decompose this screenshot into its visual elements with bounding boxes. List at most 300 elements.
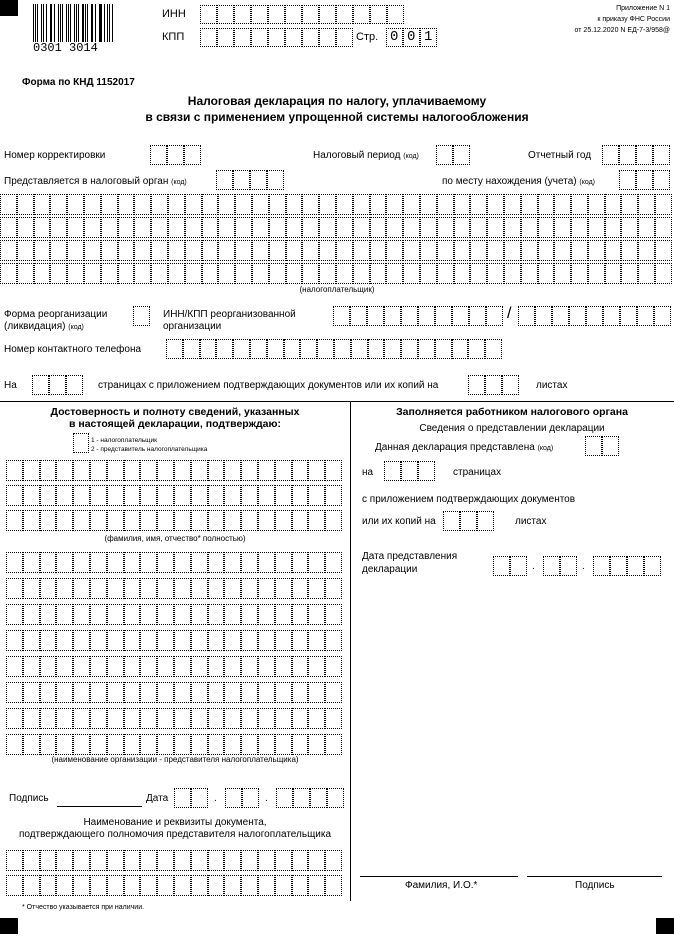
char-cell[interactable] bbox=[588, 263, 605, 284]
char-cell[interactable] bbox=[40, 510, 57, 531]
char-cell[interactable] bbox=[200, 5, 217, 24]
char-cell[interactable] bbox=[636, 145, 653, 165]
char-cell[interactable] bbox=[637, 306, 654, 326]
char-cell[interactable] bbox=[241, 552, 258, 573]
right-date-day-cells[interactable] bbox=[493, 556, 527, 576]
char-cell[interactable] bbox=[34, 263, 51, 284]
char-cell[interactable] bbox=[284, 339, 301, 359]
taxpayer-name-row[interactable] bbox=[0, 217, 672, 238]
char-cell[interactable] bbox=[292, 734, 309, 755]
char-cell[interactable] bbox=[258, 578, 275, 599]
char-cell[interactable] bbox=[602, 145, 619, 165]
char-cell[interactable] bbox=[418, 461, 435, 481]
char-cell[interactable] bbox=[224, 630, 241, 651]
char-cell[interactable] bbox=[174, 708, 191, 729]
char-cell[interactable] bbox=[118, 240, 135, 261]
char-cell[interactable] bbox=[202, 217, 219, 238]
char-cell[interactable] bbox=[23, 578, 40, 599]
right-date-month-cells[interactable] bbox=[543, 556, 577, 576]
char-cell[interactable] bbox=[40, 485, 57, 506]
taxpayer-name-row[interactable] bbox=[0, 263, 672, 284]
char-cell[interactable] bbox=[638, 263, 655, 284]
char-cell[interactable] bbox=[84, 240, 101, 261]
char-cell[interactable] bbox=[191, 460, 208, 481]
char-cell[interactable] bbox=[235, 263, 252, 284]
char-cell[interactable] bbox=[334, 339, 351, 359]
char-cell[interactable] bbox=[521, 263, 538, 284]
char-cell[interactable] bbox=[56, 485, 73, 506]
char-cell[interactable] bbox=[275, 604, 292, 625]
char-cell[interactable] bbox=[605, 217, 622, 238]
char-cell[interactable] bbox=[224, 656, 241, 677]
char-cell[interactable] bbox=[653, 170, 670, 190]
char-cell[interactable] bbox=[308, 630, 325, 651]
char-cell[interactable] bbox=[133, 306, 150, 326]
char-cell[interactable] bbox=[174, 510, 191, 531]
char-cell[interactable] bbox=[40, 734, 57, 755]
char-cell[interactable] bbox=[308, 510, 325, 531]
char-cell[interactable] bbox=[384, 461, 401, 481]
char-cell[interactable] bbox=[308, 875, 325, 896]
char-cell[interactable] bbox=[436, 145, 453, 165]
char-cell[interactable] bbox=[269, 194, 286, 215]
doc-row[interactable] bbox=[6, 875, 342, 896]
char-cell[interactable] bbox=[655, 240, 672, 261]
char-cell[interactable] bbox=[101, 263, 118, 284]
char-cell[interactable] bbox=[367, 306, 384, 326]
char-cell[interactable] bbox=[370, 5, 387, 24]
char-cell[interactable] bbox=[325, 578, 342, 599]
right-date-year-cells[interactable] bbox=[593, 556, 661, 576]
char-cell[interactable] bbox=[124, 734, 141, 755]
right-sheets-cells[interactable] bbox=[443, 511, 494, 531]
char-cell[interactable] bbox=[420, 217, 437, 238]
char-cell[interactable] bbox=[6, 630, 23, 651]
char-cell[interactable] bbox=[258, 682, 275, 703]
char-cell[interactable] bbox=[17, 194, 34, 215]
char-cell[interactable] bbox=[56, 656, 73, 677]
char-cell[interactable] bbox=[302, 217, 319, 238]
char-cell[interactable] bbox=[470, 217, 487, 238]
char-cell[interactable] bbox=[107, 578, 124, 599]
char-cell[interactable] bbox=[292, 630, 309, 651]
char-cell[interactable] bbox=[6, 734, 23, 755]
char-cell[interactable] bbox=[124, 682, 141, 703]
right-pages-cells[interactable] bbox=[384, 461, 435, 481]
char-cell[interactable] bbox=[319, 194, 336, 215]
char-cell[interactable] bbox=[460, 511, 477, 531]
char-cell[interactable] bbox=[655, 194, 672, 215]
char-cell[interactable] bbox=[73, 552, 90, 573]
char-cell[interactable] bbox=[6, 850, 23, 871]
char-cell[interactable] bbox=[292, 460, 309, 481]
char-cell[interactable] bbox=[233, 339, 250, 359]
char-cell[interactable] bbox=[191, 485, 208, 506]
char-cell[interactable] bbox=[216, 170, 233, 190]
char-cell[interactable] bbox=[560, 556, 577, 576]
char-cell[interactable] bbox=[454, 217, 471, 238]
char-cell[interactable] bbox=[621, 240, 638, 261]
char-cell[interactable] bbox=[241, 682, 258, 703]
char-cell[interactable] bbox=[191, 875, 208, 896]
char-cell[interactable] bbox=[401, 339, 418, 359]
char-cell[interactable] bbox=[217, 28, 234, 47]
char-cell[interactable] bbox=[174, 682, 191, 703]
char-cell[interactable] bbox=[234, 28, 251, 47]
char-cell[interactable] bbox=[140, 552, 157, 573]
char-cell[interactable] bbox=[168, 217, 185, 238]
char-cell[interactable] bbox=[90, 510, 107, 531]
char-cell[interactable] bbox=[191, 604, 208, 625]
char-cell[interactable] bbox=[235, 240, 252, 261]
char-cell[interactable] bbox=[90, 875, 107, 896]
char-cell[interactable] bbox=[502, 375, 519, 395]
char-cell[interactable] bbox=[101, 194, 118, 215]
char-cell[interactable] bbox=[56, 510, 73, 531]
char-cell[interactable] bbox=[6, 708, 23, 729]
char-cell[interactable] bbox=[504, 263, 521, 284]
char-cell[interactable] bbox=[252, 194, 269, 215]
char-cell[interactable] bbox=[325, 460, 342, 481]
char-cell[interactable] bbox=[275, 656, 292, 677]
char-cell[interactable] bbox=[73, 510, 90, 531]
char-cell[interactable] bbox=[23, 552, 40, 573]
char-cell[interactable] bbox=[90, 485, 107, 506]
char-cell[interactable] bbox=[151, 263, 168, 284]
char-cell[interactable] bbox=[73, 460, 90, 481]
char-cell[interactable] bbox=[184, 145, 201, 165]
char-cell[interactable] bbox=[454, 240, 471, 261]
org-row[interactable] bbox=[6, 604, 342, 625]
char-cell[interactable] bbox=[191, 734, 208, 755]
char-cell[interactable] bbox=[510, 556, 527, 576]
char-cell[interactable] bbox=[174, 656, 191, 677]
char-cell[interactable] bbox=[638, 240, 655, 261]
char-cell[interactable] bbox=[40, 630, 57, 651]
char-cell[interactable] bbox=[286, 194, 303, 215]
char-cell[interactable] bbox=[605, 263, 622, 284]
char-cell[interactable] bbox=[40, 682, 57, 703]
char-cell[interactable] bbox=[252, 217, 269, 238]
char-cell[interactable] bbox=[654, 306, 671, 326]
date-day-cells[interactable] bbox=[174, 788, 208, 808]
char-cell[interactable] bbox=[73, 734, 90, 755]
char-cell[interactable] bbox=[437, 217, 454, 238]
char-cell[interactable] bbox=[6, 604, 23, 625]
char-cell[interactable] bbox=[308, 485, 325, 506]
char-cell[interactable] bbox=[620, 306, 637, 326]
char-cell[interactable] bbox=[107, 604, 124, 625]
char-cell[interactable] bbox=[67, 240, 84, 261]
char-cell[interactable] bbox=[90, 578, 107, 599]
char-cell[interactable] bbox=[90, 708, 107, 729]
char-cell[interactable] bbox=[487, 263, 504, 284]
char-cell[interactable] bbox=[202, 263, 219, 284]
char-cell[interactable] bbox=[107, 460, 124, 481]
char-cell[interactable] bbox=[107, 708, 124, 729]
char-cell[interactable] bbox=[521, 240, 538, 261]
char-cell[interactable] bbox=[40, 604, 57, 625]
char-cell[interactable] bbox=[118, 263, 135, 284]
char-cell[interactable] bbox=[6, 460, 23, 481]
char-cell[interactable] bbox=[134, 263, 151, 284]
char-cell[interactable] bbox=[571, 263, 588, 284]
char-cell[interactable] bbox=[157, 850, 174, 871]
char-cell[interactable] bbox=[258, 552, 275, 573]
char-cell[interactable] bbox=[124, 630, 141, 651]
char-cell[interactable] bbox=[619, 170, 636, 190]
char-cell[interactable] bbox=[241, 460, 258, 481]
char-cell[interactable] bbox=[435, 306, 452, 326]
char-cell[interactable] bbox=[336, 5, 353, 24]
confirm-type-cell[interactable] bbox=[73, 433, 89, 453]
char-cell[interactable] bbox=[208, 604, 225, 625]
char-cell[interactable] bbox=[325, 708, 342, 729]
char-cell[interactable] bbox=[56, 682, 73, 703]
char-cell[interactable] bbox=[386, 194, 403, 215]
char-cell[interactable] bbox=[174, 578, 191, 599]
char-cell[interactable] bbox=[370, 263, 387, 284]
char-cell[interactable] bbox=[241, 510, 258, 531]
char-cell[interactable] bbox=[319, 263, 336, 284]
location-cells[interactable] bbox=[619, 170, 670, 190]
char-cell[interactable] bbox=[50, 217, 67, 238]
char-cell[interactable] bbox=[325, 734, 342, 755]
char-cell[interactable] bbox=[157, 875, 174, 896]
char-cell[interactable] bbox=[56, 604, 73, 625]
char-cell[interactable] bbox=[571, 217, 588, 238]
char-cell[interactable] bbox=[588, 240, 605, 261]
char-cell[interactable] bbox=[174, 875, 191, 896]
char-cell[interactable] bbox=[56, 552, 73, 573]
char-cell[interactable] bbox=[336, 217, 353, 238]
char-cell[interactable] bbox=[23, 708, 40, 729]
char-cell[interactable] bbox=[292, 578, 309, 599]
char-cell[interactable] bbox=[191, 630, 208, 651]
char-cell[interactable] bbox=[605, 240, 622, 261]
char-cell[interactable] bbox=[403, 263, 420, 284]
char-cell[interactable] bbox=[588, 194, 605, 215]
char-cell[interactable] bbox=[23, 875, 40, 896]
char-cell[interactable] bbox=[90, 734, 107, 755]
char-cell[interactable] bbox=[292, 682, 309, 703]
char-cell[interactable] bbox=[233, 170, 250, 190]
char-cell[interactable] bbox=[275, 578, 292, 599]
char-cell[interactable] bbox=[49, 375, 66, 395]
char-cell[interactable] bbox=[275, 734, 292, 755]
doc-row[interactable] bbox=[6, 850, 342, 871]
char-cell[interactable] bbox=[101, 217, 118, 238]
right-signature-line[interactable] bbox=[527, 876, 662, 877]
char-cell[interactable] bbox=[308, 460, 325, 481]
char-cell[interactable] bbox=[275, 485, 292, 506]
char-cell[interactable] bbox=[469, 306, 486, 326]
char-cell[interactable] bbox=[218, 240, 235, 261]
char-cell[interactable] bbox=[653, 145, 670, 165]
char-cell[interactable] bbox=[269, 217, 286, 238]
char-cell[interactable] bbox=[275, 510, 292, 531]
char-cell[interactable] bbox=[101, 240, 118, 261]
char-cell[interactable] bbox=[174, 552, 191, 573]
char-cell[interactable] bbox=[403, 240, 420, 261]
char-cell[interactable] bbox=[134, 240, 151, 261]
char-cell[interactable] bbox=[208, 875, 225, 896]
char-cell[interactable] bbox=[468, 339, 485, 359]
fio-line[interactable] bbox=[360, 876, 518, 877]
char-cell[interactable] bbox=[353, 217, 370, 238]
char-cell[interactable] bbox=[107, 510, 124, 531]
char-cell[interactable] bbox=[56, 630, 73, 651]
char-cell[interactable] bbox=[234, 5, 251, 24]
char-cell[interactable] bbox=[40, 460, 57, 481]
char-cell[interactable] bbox=[134, 194, 151, 215]
org-row[interactable] bbox=[6, 630, 342, 651]
char-cell[interactable] bbox=[157, 656, 174, 677]
char-cell[interactable] bbox=[124, 552, 141, 573]
char-cell[interactable] bbox=[437, 240, 454, 261]
char-cell[interactable] bbox=[90, 850, 107, 871]
char-cell[interactable] bbox=[174, 788, 191, 808]
char-cell[interactable] bbox=[56, 460, 73, 481]
char-cell[interactable] bbox=[67, 217, 84, 238]
char-cell[interactable] bbox=[325, 850, 342, 871]
char-cell[interactable] bbox=[386, 217, 403, 238]
char-cell[interactable] bbox=[569, 306, 586, 326]
char-cell[interactable] bbox=[73, 708, 90, 729]
char-cell[interactable] bbox=[292, 875, 309, 896]
char-cell[interactable] bbox=[602, 436, 619, 456]
char-cell[interactable] bbox=[420, 263, 437, 284]
char-cell[interactable] bbox=[504, 194, 521, 215]
char-cell[interactable] bbox=[23, 460, 40, 481]
char-cell[interactable] bbox=[585, 436, 602, 456]
char-cell[interactable] bbox=[538, 263, 555, 284]
char-cell[interactable] bbox=[224, 604, 241, 625]
char-cell[interactable] bbox=[218, 194, 235, 215]
char-cell[interactable] bbox=[224, 578, 241, 599]
char-cell[interactable] bbox=[241, 604, 258, 625]
char-cell[interactable] bbox=[216, 339, 233, 359]
char-cell[interactable] bbox=[34, 194, 51, 215]
char-cell[interactable] bbox=[140, 510, 157, 531]
char-cell[interactable] bbox=[174, 630, 191, 651]
char-cell[interactable] bbox=[40, 708, 57, 729]
kpp-cells[interactable] bbox=[200, 28, 353, 47]
char-cell[interactable] bbox=[208, 850, 225, 871]
char-cell[interactable] bbox=[157, 734, 174, 755]
date-month-cells[interactable] bbox=[225, 788, 259, 808]
char-cell[interactable] bbox=[185, 217, 202, 238]
char-cell[interactable] bbox=[73, 433, 89, 453]
char-cell[interactable] bbox=[268, 28, 285, 47]
char-cell[interactable] bbox=[258, 460, 275, 481]
char-cell[interactable] bbox=[208, 682, 225, 703]
char-cell[interactable] bbox=[504, 240, 521, 261]
char-cell[interactable] bbox=[0, 217, 17, 238]
char-cell[interactable] bbox=[468, 375, 485, 395]
char-cell[interactable] bbox=[6, 656, 23, 677]
char-cell[interactable] bbox=[23, 850, 40, 871]
char-cell[interactable] bbox=[208, 578, 225, 599]
char-cell[interactable] bbox=[571, 240, 588, 261]
char-cell[interactable] bbox=[325, 510, 342, 531]
char-cell[interactable] bbox=[0, 263, 17, 284]
char-cell[interactable] bbox=[554, 194, 571, 215]
char-cell[interactable] bbox=[521, 194, 538, 215]
char-cell[interactable] bbox=[225, 788, 242, 808]
char-cell[interactable] bbox=[124, 875, 141, 896]
char-cell[interactable] bbox=[241, 630, 258, 651]
char-cell[interactable] bbox=[140, 875, 157, 896]
char-cell[interactable] bbox=[353, 263, 370, 284]
char-cell[interactable] bbox=[443, 511, 460, 531]
char-cell[interactable] bbox=[168, 240, 185, 261]
char-cell[interactable] bbox=[292, 604, 309, 625]
char-cell[interactable] bbox=[218, 263, 235, 284]
char-cell[interactable] bbox=[538, 240, 555, 261]
char-cell[interactable] bbox=[336, 194, 353, 215]
char-cell[interactable] bbox=[168, 263, 185, 284]
char-cell[interactable] bbox=[191, 850, 208, 871]
tax-authority-cells[interactable] bbox=[216, 170, 284, 190]
char-cell[interactable] bbox=[437, 263, 454, 284]
char-cell[interactable] bbox=[325, 656, 342, 677]
char-cell[interactable] bbox=[191, 682, 208, 703]
char-cell[interactable] bbox=[140, 682, 157, 703]
char-cell[interactable] bbox=[308, 552, 325, 573]
char-cell[interactable] bbox=[258, 485, 275, 506]
char-cell[interactable] bbox=[90, 656, 107, 677]
char-cell[interactable] bbox=[485, 339, 502, 359]
char-cell[interactable] bbox=[90, 460, 107, 481]
char-cell[interactable] bbox=[6, 682, 23, 703]
char-cell[interactable] bbox=[151, 194, 168, 215]
char-cell[interactable] bbox=[319, 5, 336, 24]
char-cell[interactable] bbox=[6, 578, 23, 599]
char-cell[interactable] bbox=[224, 552, 241, 573]
char-cell[interactable] bbox=[73, 682, 90, 703]
char-cell[interactable] bbox=[275, 552, 292, 573]
char-cell[interactable] bbox=[308, 578, 325, 599]
char-cell[interactable] bbox=[258, 604, 275, 625]
char-cell[interactable] bbox=[454, 263, 471, 284]
fio-row[interactable] bbox=[6, 460, 342, 481]
char-cell[interactable] bbox=[134, 217, 151, 238]
char-cell[interactable] bbox=[73, 604, 90, 625]
char-cell[interactable] bbox=[191, 578, 208, 599]
char-cell[interactable] bbox=[535, 306, 552, 326]
char-cell[interactable] bbox=[470, 240, 487, 261]
char-cell[interactable] bbox=[118, 217, 135, 238]
char-cell[interactable] bbox=[308, 656, 325, 677]
reorg-form-cell[interactable] bbox=[133, 306, 150, 326]
char-cell[interactable] bbox=[90, 630, 107, 651]
char-cell[interactable] bbox=[124, 850, 141, 871]
char-cell[interactable] bbox=[34, 217, 51, 238]
char-cell[interactable] bbox=[73, 485, 90, 506]
char-cell[interactable] bbox=[308, 708, 325, 729]
char-cell[interactable] bbox=[6, 510, 23, 531]
char-cell[interactable] bbox=[275, 460, 292, 481]
char-cell[interactable] bbox=[17, 217, 34, 238]
char-cell[interactable] bbox=[185, 263, 202, 284]
char-cell[interactable] bbox=[275, 850, 292, 871]
tax-period-cells[interactable] bbox=[436, 145, 470, 165]
char-cell[interactable] bbox=[124, 460, 141, 481]
char-cell[interactable] bbox=[50, 263, 67, 284]
char-cell[interactable] bbox=[302, 263, 319, 284]
char-cell[interactable] bbox=[276, 788, 293, 808]
